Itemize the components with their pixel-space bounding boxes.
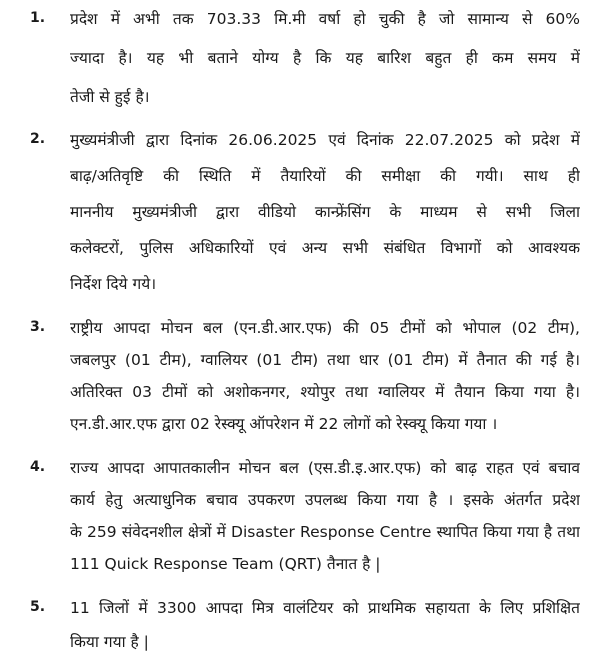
item-number: 3. xyxy=(30,319,46,335)
item-number: 4. xyxy=(30,459,46,475)
item-text-line: राष्ट्रीय आपदा मोचन बल (एन.डी.आर.एफ) की 05 टीमों को भोपाल (02 टीम), xyxy=(70,319,580,337)
item-text-line: निर्देश दिये गये। xyxy=(70,275,157,293)
item-number: 1. xyxy=(30,10,46,26)
item-text-line: प्रदेश में अभी तक 703.33 मि.मी वर्षा हो चुकी है जो सामान्य से 60% xyxy=(70,10,580,28)
item-text-line: बाढ़/अतिवृष्टि की स्थिति में तैयारियों की समीक्षा की गयी। साथ ही xyxy=(70,167,580,185)
item-number: 5. xyxy=(30,599,46,615)
item-text-line: जबलपुर (01 टीम), ग्वालियर (01 टीम) तथा धार (01 टीम) में तैनात की गई है। xyxy=(70,351,580,369)
item-text-line: कलेक्टरों, पुलिस अधिकारियों एवं अन्य सभी संबंधित विभागों को आवश्यक xyxy=(70,239,580,257)
item-text-line: राज्य आपदा आपातकालीन मोचन बल (एस.डी.इ.आर.एफ) को बाढ़ राहत एवं बचाव xyxy=(70,459,580,477)
item-text-line: के 259 संवेदनशील क्षेत्रों में Disaster Response Centre स्थापित किया गया है तथा xyxy=(70,523,580,541)
item-text-line: तेजी से हुई है। xyxy=(70,88,150,106)
item-text-line: एन.डी.आर.एफ द्वारा 02 रेस्क्यू ऑपरेशन में 22 लोगों को रेस्क्यू किया गया । xyxy=(70,415,498,433)
item-text-line: मुख्यमंत्रीजी द्वारा दिनांक 26.06.2025 एवं दिनांक 22.07.2025 को प्रदेश में xyxy=(70,131,580,149)
item-number: 2. xyxy=(30,131,46,147)
item-text-line: ज्यादा है। यह भी बताने योग्य है कि यह बारिश बहुत ही कम समय में xyxy=(70,49,580,67)
item-text-line: अतिरिक्त 03 टीमों को अशोकनगर, श्योपुर तथा ग्वालियर में तैयान किया गया है। xyxy=(70,383,580,401)
item-text-line: कार्य हेतु अत्याधुनिक बचाव उपकरण उपलब्ध किया गया है । इसके अंतर्गत प्रदेश xyxy=(70,491,580,509)
item-text-line: माननीय मुख्यमंत्रीजी द्वारा वीडियो कान्फ्रेंसिंग के माध्यम से सभी जिला xyxy=(70,203,580,221)
item-text-line: 11 जिलों में 3300 आपदा मित्र वालंटियर को प्राथमिक सहायता के लिए प्रशिक्षित xyxy=(70,599,580,617)
item-text-line: 111 Quick Response Team (QRT) तैनात है | xyxy=(70,555,381,573)
item-text-line: किया गया है | xyxy=(70,633,149,651)
